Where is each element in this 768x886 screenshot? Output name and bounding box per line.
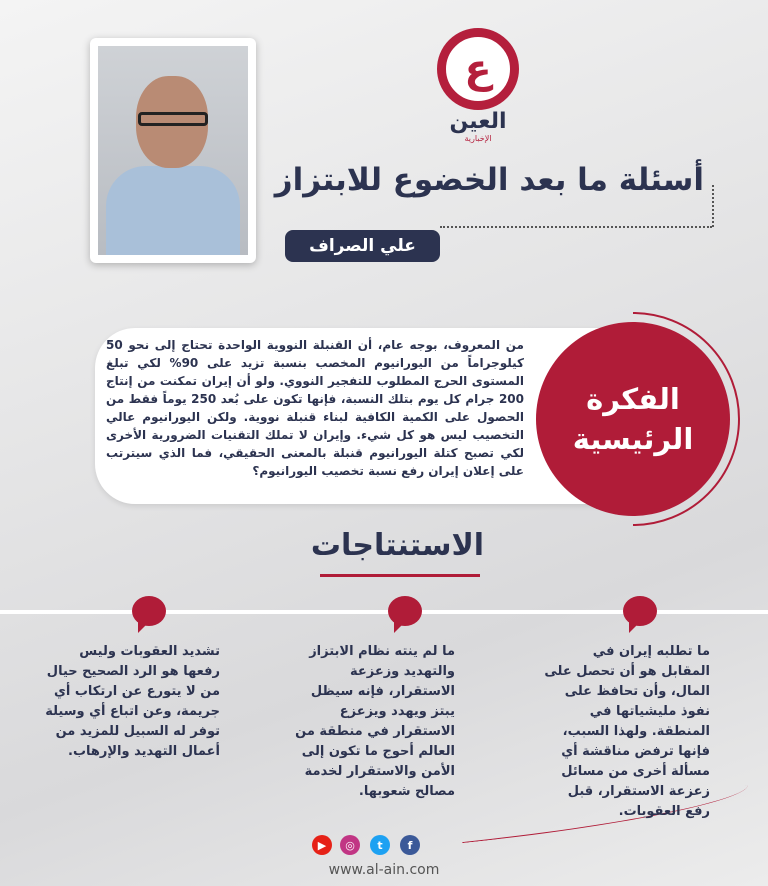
logo-mark: ع (437, 28, 519, 110)
main-idea-label-line1: الفكرة (586, 382, 680, 416)
twitter-icon[interactable]: t (370, 835, 390, 855)
author-glasses (138, 112, 208, 126)
heading-underline (320, 574, 480, 577)
page-title: أسئلة ما بعد الخضوع للابتزاز (274, 162, 704, 198)
speech-bubble-icon (132, 596, 166, 626)
logo-name: العين (449, 109, 507, 134)
conclusion-2: ما لم ينته نظام الابتزاز والتهديد وزعزعة الاستقرار، فإنه سيظل يبتز ويهدد ويزعزع الاستقرار في منطقة من العالم أحوج ما تكون إلى الأمن والاستقرار لخدمة مصالح شعوبها. (295, 644, 455, 799)
author-badge: علي الصراف (285, 230, 440, 262)
dotted-divider (440, 226, 712, 228)
main-idea-text: من المعروف، بوجه عام، أن القنبلة النووية الواحدة تحتاج إلى نحو 50 كيلوجراماً من اليورانيوم المخصب بنسبة تزيد على 90% لكي تبلغ المستوى الحرج المطلوب للتفجير النووي. ولو أن إيران تمكنت من إنتاج 200 جرام كل يوم بتلك النسبة، فإنها تكون على بُعد 250 يوماً فقط من الحصول على الكمية الكافية لبناء قنبلة نووية. ولكن اليورانيوم عالي التخصيب ليس هو كل شيء. وإيران لا تملك التقنيات الضرورية الأخرى لكي تصبح كتلة اليورانيوم قنبلة بالمعنى الحقيقي، فما الذي سيترتب على إعلان إيران رفع نسبة تخصيب اليورانيوم؟ (106, 338, 524, 478)
conclusion-1: ما تطلبه إيران في المقابل هو أن تحصل على المال، وأن تحافظ على نفوذ مليشياتها في المنطقة. ولهذا السبب، فإنها ترفض مناقشة أي مسألة أخرى من مسائل زعزعة الاستقرار، قبل رفع العقوبات. (544, 644, 710, 819)
dotted-divider (712, 185, 714, 227)
website-link[interactable]: www.al-ain.com (328, 862, 440, 878)
author-shoulders (106, 166, 240, 255)
instagram-icon[interactable]: ◎ (340, 835, 360, 855)
speech-bubble-icon (388, 596, 422, 626)
al-ain-logo (430, 28, 526, 148)
logo-subtitle: الإخبارية (464, 134, 492, 143)
main-idea-label (536, 322, 730, 516)
author-photo (90, 38, 256, 263)
facebook-icon[interactable]: f (400, 835, 420, 855)
speech-bubble-icon (623, 596, 657, 626)
conclusions-heading: الاستنتاجات (310, 528, 485, 563)
main-idea-label-line2: الرئيسية (572, 422, 694, 456)
conclusion-3: تشديد العقوبات وليس رفعها هو الرد الصحيح حيال من لا يتورع عن ارتكاب أي جريمة، وعن اتباع أي وسيلة توفر له السبيل للمزيد من أعمال التهديد والإرهاب. (45, 644, 220, 759)
youtube-icon[interactable]: ▶ (312, 835, 332, 855)
